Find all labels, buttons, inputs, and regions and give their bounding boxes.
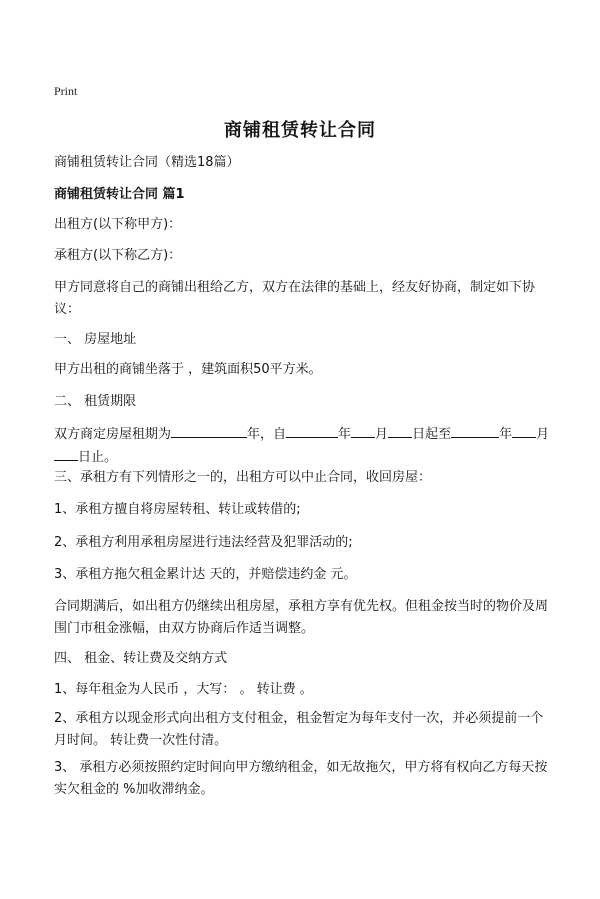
section-2-heading: 二、 租赁期限 — [54, 394, 137, 409]
lessee-line: 承租方(以下称乙方)： — [54, 248, 182, 263]
term-years-blank[interactable] — [171, 423, 247, 438]
section-heading: 商铺租赁转让合同 篇1 — [54, 187, 185, 202]
section-1-text: 甲方出租的商铺坐落于 ，建筑面积50平方米。 — [54, 362, 322, 377]
section-4-heading: 四、 租金、转让费及交纳方式 — [54, 651, 228, 666]
print-label: Print — [54, 84, 78, 98]
document-title: 商铺租赁转让合同 — [224, 120, 376, 141]
term-text-1: 双方商定房屋租期为 — [54, 427, 172, 442]
section-3-item-2: 2、承租方利用承租房屋进行违法经营及犯罪活动的; — [54, 535, 353, 550]
section-1-heading: 一、 房屋地址 — [54, 332, 137, 347]
term-text-7: 月 — [536, 427, 550, 442]
section-4-item-2: 2、承租方以现金形式向出租方支付租金，租金暂定为每年支付一次，并必须提前一个月时间。 转让费一次性付清。 — [54, 711, 544, 748]
lessor-line: 出租方(以下称甲方)： — [54, 217, 182, 232]
term-text-6: 年 — [499, 427, 513, 442]
term-text-4: 月 — [375, 427, 389, 442]
intro-paragraph: 甲方同意将自己的商铺出租给乙方，双方在法律的基础上，经友好协商，制定如下协议： — [54, 280, 536, 317]
section-4-item-3: 3、 承租方必须按照约定时间向甲方缴纳租金，如无故拖欠，甲方将有权向乙方每天按实欠租金的 %加收滞纳金。 — [54, 760, 548, 797]
term-text-8: 日止。 — [78, 450, 118, 465]
start-month-blank[interactable] — [351, 423, 375, 438]
renewal-paragraph: 合同期满后，如出租方仍继续出租房屋，承租方享有优先权。但租金按当时的物价及周围门市租金涨幅，由双方协商后作适当调整。 — [54, 599, 549, 636]
end-month-blank[interactable] — [512, 423, 536, 438]
start-year-blank[interactable] — [286, 423, 338, 438]
term-text-5: 日起至 — [412, 427, 452, 442]
term-text-3: 年 — [338, 427, 352, 442]
start-day-blank[interactable] — [388, 423, 412, 438]
section-3-item-1: 1、承租方擅自将房屋转租、转让或转借的; — [54, 502, 301, 517]
section-3-heading: 三、承租方有下列情形之一的，出租方可以中止合同，收回房屋： — [54, 470, 432, 485]
end-year-blank[interactable] — [451, 423, 499, 438]
term-text-2: 年，自 — [247, 427, 287, 442]
section-3-item-3: 3、承租方拖欠租金累计达 天的，并赔偿违约金 元。 — [54, 567, 357, 582]
document-subtitle: 商铺租赁转让合同（精选18篇） — [54, 155, 240, 170]
end-day-blank[interactable] — [54, 446, 78, 461]
section-4-item-1: 1、每年租金为人民币 ，大写： 。 转让费 。 — [54, 682, 313, 697]
lease-term-paragraph — [54, 423, 554, 469]
